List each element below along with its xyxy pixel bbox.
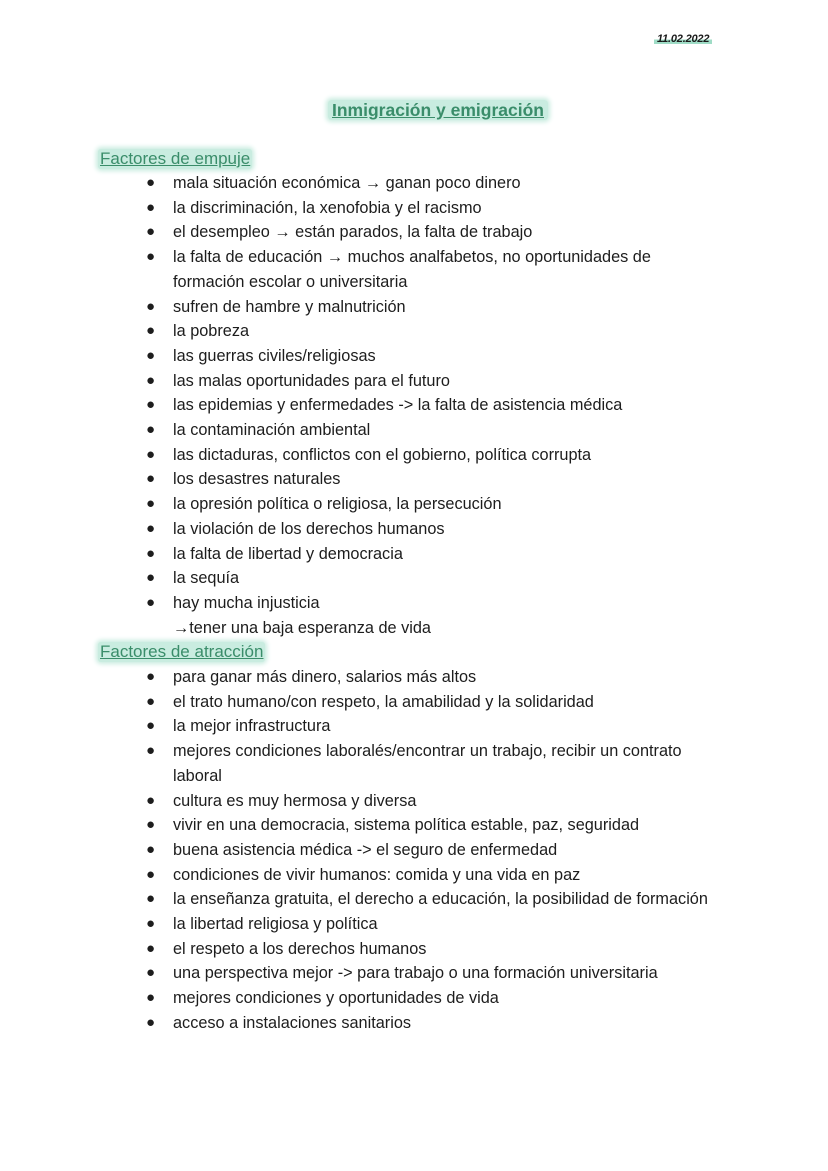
bullet-icon: ● — [146, 495, 156, 513]
list-item-text: cultura es muy hermosa y diversa — [173, 791, 417, 810]
list-item-text: la contaminación ambiental — [173, 421, 371, 440]
bullet-icon: ● — [146, 198, 156, 216]
bullet-icon: ● — [146, 791, 156, 809]
list-item — [0, 418, 713, 443]
bullet-icon: ● — [146, 322, 156, 340]
list-item — [0, 714, 713, 739]
list-item-text: mejores condiciones laboralés/encontrar un trabajo, recibir un contrato laboral — [173, 742, 682, 785]
bullet-icon: ● — [146, 964, 156, 982]
bullet-icon: ● — [146, 593, 156, 611]
bullet-icon: ● — [146, 396, 156, 414]
list-item-text: las malas oportunidades para el futuro — [173, 371, 450, 390]
bullet-icon: ● — [146, 248, 156, 266]
bullet-icon: ● — [146, 223, 156, 241]
list-item-text: la libertad religiosa y política — [173, 915, 378, 934]
pull-factors-heading: Factores de atracción — [100, 642, 264, 661]
push-factors-list — [0, 171, 828, 616]
list-item — [0, 196, 713, 221]
list-item — [0, 838, 713, 863]
list-item-text: la sequía — [173, 569, 240, 588]
list-item — [0, 492, 713, 517]
page-title-row — [0, 100, 828, 121]
list-item — [0, 961, 713, 986]
list-item — [0, 690, 713, 715]
bullet-icon: ● — [146, 915, 156, 933]
list-item-text: el respeto a los derechos humanos — [173, 939, 427, 958]
list-item — [0, 393, 713, 418]
list-item-text: los desastres naturales — [173, 470, 341, 489]
list-item — [0, 295, 713, 320]
bullet-icon: ● — [146, 421, 156, 439]
list-item — [0, 591, 713, 616]
bullet-icon: ● — [146, 939, 156, 957]
list-item-text: las epidemias y enfermedades -> la falta de asistencia médica — [173, 396, 623, 415]
bullet-icon: ● — [146, 569, 156, 587]
list-item — [0, 443, 713, 468]
list-item-text: una perspectiva mejor -> para trabajo o una formación universitaria — [173, 964, 658, 983]
list-item — [0, 813, 713, 838]
bullet-icon: ● — [146, 470, 156, 488]
list-item-text: buena asistencia médica -> el seguro de enfermedad — [173, 840, 558, 859]
list-item-text: las dictaduras, conflictos con el gobierno, política corrupta — [173, 445, 592, 464]
bullet-icon: ● — [146, 865, 156, 883]
list-item — [0, 789, 713, 814]
bullet-icon: ● — [146, 1013, 156, 1031]
list-item-text: hay mucha injusticia — [173, 593, 320, 612]
list-item — [0, 863, 713, 888]
list-item-text: condiciones de vivir humanos: comida y una vida en paz — [173, 865, 581, 884]
bullet-icon: ● — [146, 519, 156, 537]
list-item-text: acceso a instalaciones sanitarios — [173, 1013, 412, 1032]
list-item-text: la mejor infrastructura — [173, 717, 331, 736]
bullet-icon: ● — [146, 371, 156, 389]
list-item-text: sufren de hambre y malnutrición — [173, 297, 406, 316]
date: 11.02.2022 — [654, 33, 712, 45]
list-item-text: la enseñanza gratuita, el derecho a educación, la posibilidad de formación — [173, 890, 708, 909]
list-item-text: las guerras civiles/religiosas — [173, 346, 376, 365]
list-item — [0, 566, 713, 591]
list-item-text: la opresión política o religiosa, la persecución — [173, 495, 502, 514]
list-item — [0, 220, 713, 245]
list-item — [0, 171, 713, 196]
list-item — [0, 517, 713, 542]
page-title: Inmigración y emigración — [328, 100, 548, 120]
list-item-text: mejores condiciones y oportunidades de vida — [173, 989, 499, 1008]
bullet-icon: ● — [146, 668, 156, 685]
list-item — [0, 369, 713, 394]
bullet-icon: ● — [146, 445, 156, 463]
bullet-icon: ● — [146, 717, 156, 735]
list-item-text: el desempleo → están parados, la falta de trabajo — [173, 223, 533, 242]
list-item — [0, 467, 713, 492]
list-item — [0, 542, 713, 567]
list-item-text: la discriminación, la xenofobia y el racismo — [173, 198, 482, 217]
pull-factors-list — [0, 665, 828, 1036]
bullet-icon: ● — [146, 174, 156, 191]
list-item-text: para ganar más dinero, salarios más altos — [173, 668, 477, 686]
bullet-icon: ● — [146, 816, 156, 834]
list-item-text: la falta de educación → muchos analfabetos, no oportunidades de formación escolar o universitaria — [173, 248, 651, 291]
list-item-text: mala situación económica → ganan poco dinero — [173, 174, 521, 192]
list-item — [0, 665, 713, 690]
list-item — [0, 937, 713, 962]
list-item — [0, 887, 713, 912]
list-item — [0, 986, 713, 1011]
bullet-icon: ● — [146, 692, 156, 710]
list-item — [0, 1011, 713, 1036]
bullet-icon: ● — [146, 989, 156, 1007]
list-item — [0, 912, 713, 937]
list-item-text: el trato humano/con respeto, la amabilidad y la solidaridad — [173, 692, 594, 711]
list-item-text: la pobreza — [173, 322, 250, 341]
push-factors-consequence: →tener una baja esperanza de vida — [173, 619, 431, 637]
list-item-text: la falta de libertad y democracia — [173, 544, 403, 563]
list-item-text: vivir en una democracia, sistema política estable, paz, seguridad — [173, 816, 640, 835]
bullet-icon: ● — [146, 840, 156, 858]
bullet-icon: ● — [146, 544, 156, 562]
list-item — [0, 739, 713, 788]
list-item-text: la violación de los derechos humanos — [173, 519, 445, 538]
list-item — [0, 319, 713, 344]
push-factors-heading: Factores de empuje — [100, 149, 251, 168]
list-item — [0, 245, 713, 294]
bullet-icon: ● — [146, 346, 156, 364]
bullet-icon: ● — [146, 742, 156, 760]
bullet-icon: ● — [146, 890, 156, 908]
list-item — [0, 344, 713, 369]
bullet-icon: ● — [146, 297, 156, 315]
